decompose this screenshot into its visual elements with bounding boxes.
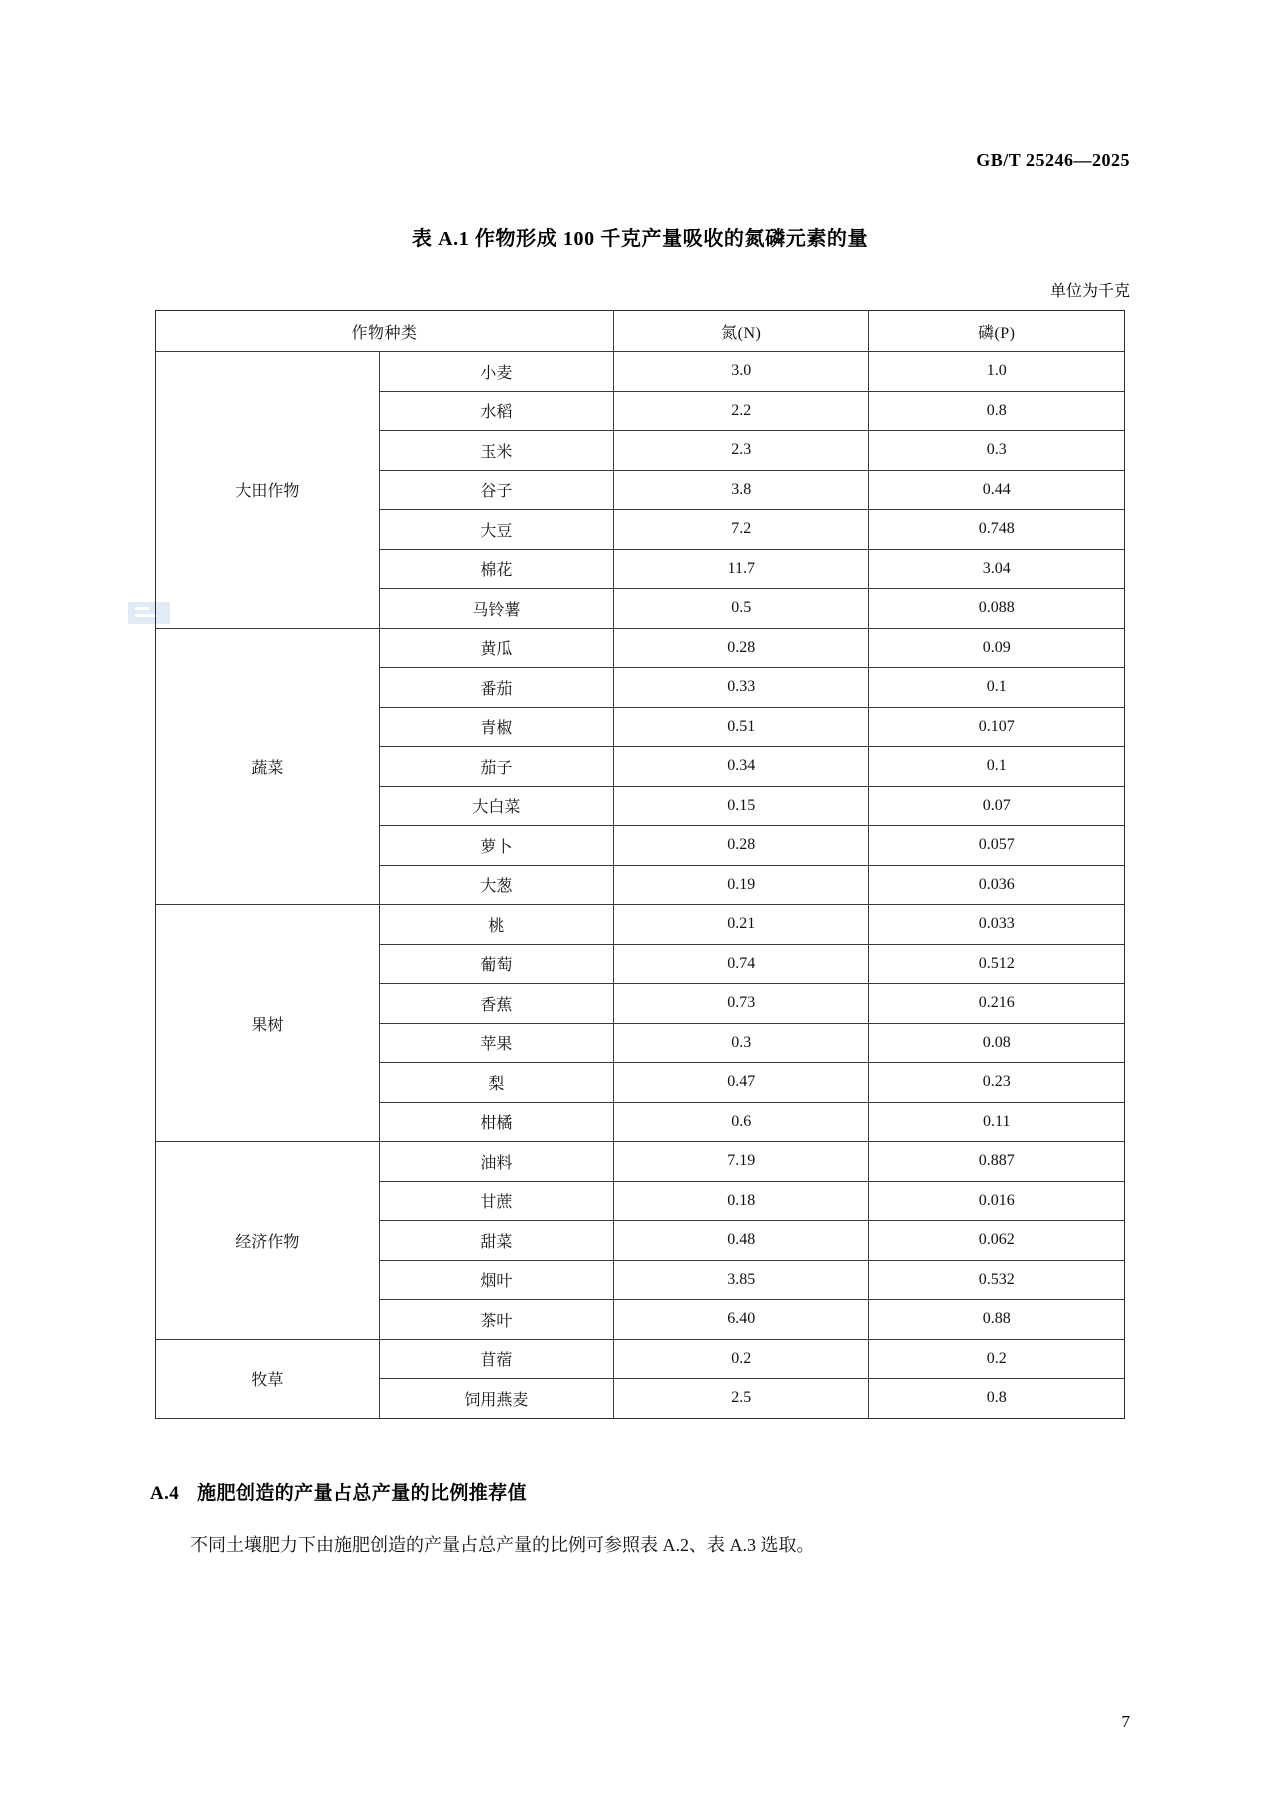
group-label-cash-crops: 经济作物 <box>156 1142 380 1340</box>
column-header-crop-type: 作物种类 <box>156 311 614 352</box>
phosphorus-value: 0.887 <box>869 1142 1125 1182</box>
phosphorus-value: 0.09 <box>869 628 1125 668</box>
nitrogen-value: 0.6 <box>613 1102 869 1142</box>
nitrogen-value: 0.28 <box>613 826 869 866</box>
group-label-forage: 牧草 <box>156 1339 380 1418</box>
crop-name: 饲用燕麦 <box>379 1379 613 1419</box>
nitrogen-value: 0.28 <box>613 628 869 668</box>
table-unit-note: 单位为千克 <box>1049 283 1130 300</box>
nitrogen-value: 2.2 <box>613 391 869 431</box>
phosphorus-value: 0.036 <box>869 865 1125 905</box>
nitrogen-value: 0.73 <box>613 984 869 1024</box>
crop-name: 萝卜 <box>379 826 613 866</box>
crop-name: 水稻 <box>379 391 613 431</box>
crop-name: 烟叶 <box>379 1260 613 1300</box>
nitrogen-value: 0.33 <box>613 668 869 708</box>
nitrogen-value: 11.7 <box>613 549 869 589</box>
crop-name: 大白菜 <box>379 786 613 826</box>
group-label-vegetables: 蔬菜 <box>156 628 380 905</box>
table-row <box>156 352 1125 392</box>
section-paragraph: 不同土壤肥力下由施肥创造的产量占总产量的比例可参照表 A.2、表 A.3 选取。 <box>190 1535 815 1555</box>
table-row <box>156 628 1125 668</box>
nitrogen-value: 0.48 <box>613 1221 869 1261</box>
table-head <box>156 311 1125 352</box>
crop-name: 大葱 <box>379 865 613 905</box>
nitrogen-value: 0.2 <box>613 1339 869 1379</box>
table-title: 表 A.1 作物形成 100 千克产量吸收的氮磷元素的量 <box>411 228 869 250</box>
nitrogen-value: 0.5 <box>613 589 869 629</box>
phosphorus-value: 0.216 <box>869 984 1125 1024</box>
crop-name: 苹果 <box>379 1023 613 1063</box>
phosphorus-value: 0.44 <box>869 470 1125 510</box>
phosphorus-value: 0.107 <box>869 707 1125 747</box>
page-number: 7 <box>1121 1712 1130 1731</box>
crop-name: 大豆 <box>379 510 613 550</box>
nitrogen-value: 7.2 <box>613 510 869 550</box>
group-label-field-crops: 大田作物 <box>156 352 380 629</box>
phosphorus-value: 0.1 <box>869 747 1125 787</box>
nitrogen-value: 3.85 <box>613 1260 869 1300</box>
column-header-phosphorus: 磷(P) <box>869 311 1125 352</box>
group-label-fruit-trees: 果树 <box>156 905 380 1142</box>
section-heading <box>150 1478 527 1505</box>
phosphorus-value: 0.8 <box>869 391 1125 431</box>
nitrogen-value: 0.47 <box>613 1063 869 1103</box>
phosphorus-value: 3.04 <box>869 549 1125 589</box>
nitrogen-value: 6.40 <box>613 1300 869 1340</box>
crop-name: 甘蔗 <box>379 1181 613 1221</box>
crop-name: 香蕉 <box>379 984 613 1024</box>
nitrogen-value: 0.3 <box>613 1023 869 1063</box>
table-row <box>156 905 1125 945</box>
phosphorus-value: 0.088 <box>869 589 1125 629</box>
crop-name: 柑橘 <box>379 1102 613 1142</box>
phosphorus-value: 0.1 <box>869 668 1125 708</box>
crop-name: 棉花 <box>379 549 613 589</box>
phosphorus-value: 0.23 <box>869 1063 1125 1103</box>
nitrogen-value: 0.74 <box>613 944 869 984</box>
crop-name: 青椒 <box>379 707 613 747</box>
section-title: 施肥创造的产量占总产量的比例推荐值 <box>197 1483 527 1504</box>
phosphorus-value: 0.748 <box>869 510 1125 550</box>
table-row <box>156 1339 1125 1379</box>
crop-name: 番茄 <box>379 668 613 708</box>
phosphorus-value: 0.033 <box>869 905 1125 945</box>
phosphorus-value: 0.88 <box>869 1300 1125 1340</box>
phosphorus-value: 0.2 <box>869 1339 1125 1379</box>
nitrogen-value: 0.18 <box>613 1181 869 1221</box>
phosphorus-value: 0.11 <box>869 1102 1125 1142</box>
phosphorus-value: 0.057 <box>869 826 1125 866</box>
nitrogen-value: 0.15 <box>613 786 869 826</box>
crop-name: 小麦 <box>379 352 613 392</box>
phosphorus-value: 0.062 <box>869 1221 1125 1261</box>
nitrogen-value: 3.8 <box>613 470 869 510</box>
nitrogen-value: 3.0 <box>613 352 869 392</box>
phosphorus-value: 0.07 <box>869 786 1125 826</box>
crop-name: 甜菜 <box>379 1221 613 1261</box>
crop-name: 葡萄 <box>379 944 613 984</box>
section-number: A.4 <box>150 1483 180 1504</box>
nitrogen-value: 0.34 <box>613 747 869 787</box>
nitrogen-value: 7.19 <box>613 1142 869 1182</box>
table-header-row <box>156 311 1125 352</box>
phosphorus-value: 0.3 <box>869 431 1125 471</box>
column-header-nitrogen: 氮(N) <box>613 311 869 352</box>
phosphorus-value: 0.08 <box>869 1023 1125 1063</box>
crop-name: 谷子 <box>379 470 613 510</box>
crop-name: 茶叶 <box>379 1300 613 1340</box>
nitrogen-value: 0.21 <box>613 905 869 945</box>
crop-name: 玉米 <box>379 431 613 471</box>
crop-name: 马铃薯 <box>379 589 613 629</box>
crop-name: 梨 <box>379 1063 613 1103</box>
phosphorus-value: 1.0 <box>869 352 1125 392</box>
page-header-standard-code: GB/T 25246—2025 <box>976 150 1130 170</box>
nitrogen-value: 2.3 <box>613 431 869 471</box>
phosphorus-value: 0.8 <box>869 1379 1125 1419</box>
nitrogen-value: 0.19 <box>613 865 869 905</box>
crop-name: 黄瓜 <box>379 628 613 668</box>
phosphorus-value: 0.016 <box>869 1181 1125 1221</box>
table-body <box>156 352 1125 1419</box>
crop-name: 苜蓿 <box>379 1339 613 1379</box>
crop-nutrient-table <box>155 310 1125 1419</box>
table-row <box>156 1142 1125 1182</box>
crop-name: 桃 <box>379 905 613 945</box>
nitrogen-value: 0.51 <box>613 707 869 747</box>
phosphorus-value: 0.532 <box>869 1260 1125 1300</box>
phosphorus-value: 0.512 <box>869 944 1125 984</box>
crop-name: 茄子 <box>379 747 613 787</box>
nitrogen-value: 2.5 <box>613 1379 869 1419</box>
crop-name: 油料 <box>379 1142 613 1182</box>
